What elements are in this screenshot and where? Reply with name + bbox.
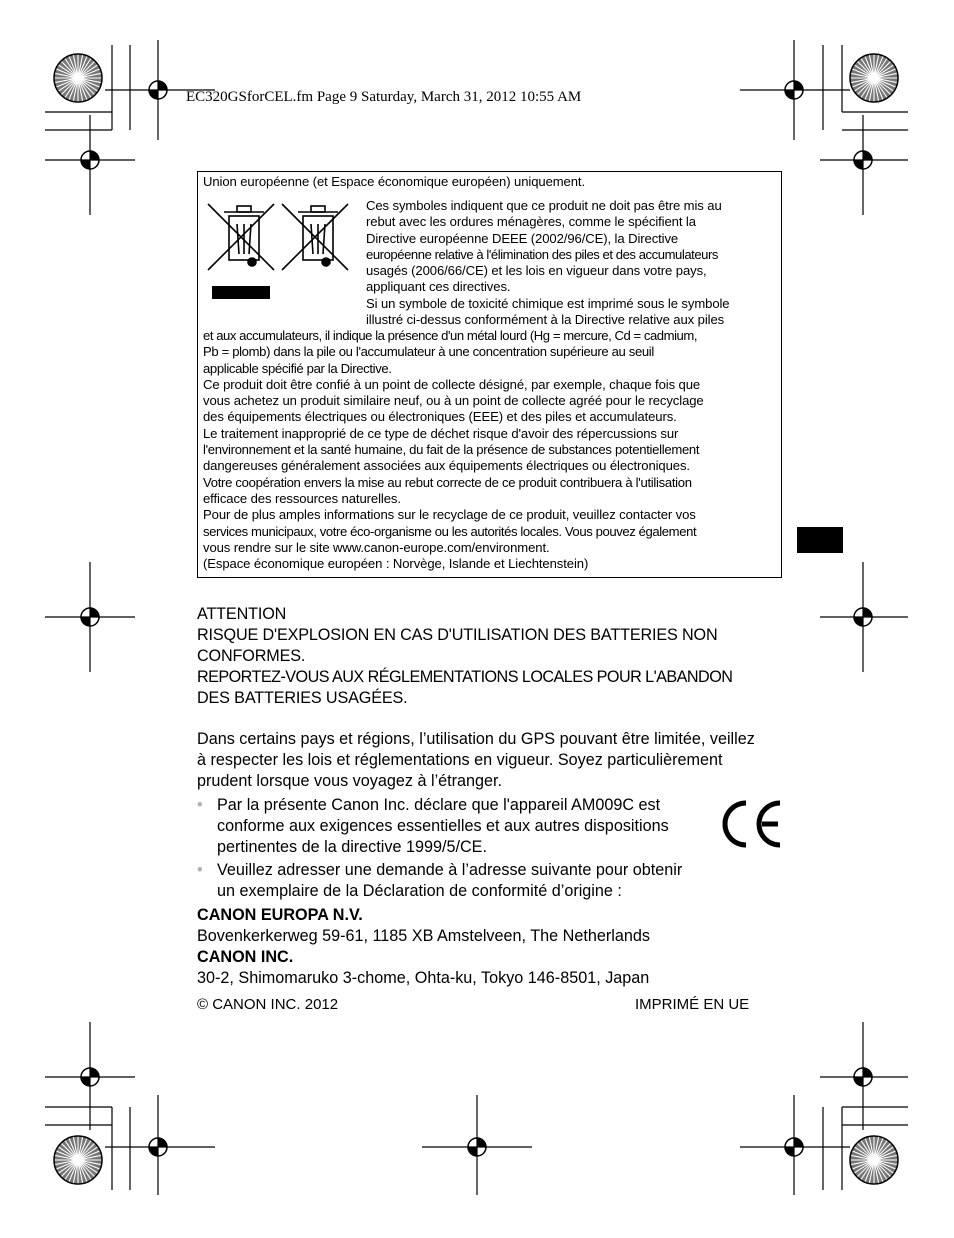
text-line: Pb = plomb) dans la pile ou l'accumulateur à une concentration supérieure au seuil bbox=[203, 344, 654, 360]
text-line: conforme aux exigences essentielles et aux autres dispositions bbox=[217, 817, 669, 835]
text-line: RISQUE D'EXPLOSION EN CAS D'UTILISATION DES BATTERIES NON bbox=[197, 626, 718, 644]
manufacturer-addresses bbox=[197, 905, 650, 989]
bullet-icon: • bbox=[197, 796, 203, 814]
text-line: un exemplaire de la Déclaration de conformité d’origine : bbox=[217, 882, 622, 900]
list-item bbox=[197, 860, 727, 902]
text-line: services municipaux, votre éco-organisme ou les autorités locales. Vous pouvez également bbox=[203, 523, 697, 539]
company-address: Bovenkerkerweg 59-61, 1185 XB Amstelveen, The Netherlands bbox=[197, 927, 650, 945]
text-line: appliquant ces directives. bbox=[366, 279, 511, 295]
section-tab bbox=[797, 527, 843, 553]
text-line: Si un symbole de toxicité chimique est imprimé sous le symbole bbox=[366, 295, 730, 311]
text-line: Par la présente Canon Inc. déclare que l'appareil AM009C est bbox=[217, 796, 661, 814]
text-line: REPORTEZ-VOUS AUX RÉGLEMENTATIONS LOCALES POUR L'ABANDON bbox=[197, 668, 733, 686]
company-name: CANON EUROPA N.V. bbox=[197, 906, 363, 924]
text-line: applicable spécifié par la Directive. bbox=[203, 360, 392, 376]
text-line: l'environnement et la santé humaine, du fait de la présence de substances potentiellement bbox=[203, 442, 700, 458]
attention-warning bbox=[197, 604, 787, 709]
text-line: prudent lorsque vous voyagez à l’étranger. bbox=[197, 772, 503, 790]
text-line: ATTENTION bbox=[197, 605, 287, 623]
weee-notice-box bbox=[197, 171, 782, 578]
text-line: européenne relative à l'élimination des piles et des accumulateurs bbox=[366, 246, 719, 262]
crossed-bin-icon bbox=[282, 204, 348, 270]
text-line: Votre coopération envers la mise au rebut correcte de ce produit contribuera à l'utilisation bbox=[203, 474, 692, 490]
starburst-top-left bbox=[54, 54, 102, 102]
text-line: Le traitement inapproprié de ce type de déchet risque d'avoir des répercussions sur bbox=[203, 425, 679, 441]
ce-mark-logo bbox=[722, 799, 786, 849]
text-line: Ce produit doit être confié à un point de collecte désigné, par exemple, chaque fois que bbox=[203, 376, 701, 392]
text-line: et aux accumulateurs, il indique la présence d'un métal lourd (Hg = mercure, Cd = cadmium, bbox=[203, 328, 698, 343]
text-line: Pour de plus amples informations sur le recyclage de ce produit, veuillez contacter vos bbox=[203, 507, 696, 523]
text-line: Ces symboles indiquent que ce produit ne doit pas être mis au bbox=[366, 198, 722, 213]
text-line: Veuillez adresser une demande à l’adresse suivante pour obtenir bbox=[217, 861, 683, 879]
text-line: DES BATTERIES USAGÉES. bbox=[197, 689, 408, 707]
copyright-notice: © CANON INC. 2012 bbox=[197, 996, 339, 1013]
crossed-bin-icon bbox=[208, 204, 274, 270]
weee-bottom-text bbox=[203, 328, 779, 572]
black-bar-icon bbox=[212, 286, 270, 299]
starburst-bottom-left bbox=[54, 1136, 102, 1184]
text-line: usagés (2006/66/CE) et les lois en vigueur dans votre pays, bbox=[366, 263, 707, 279]
text-line: dangereuses généralement associées aux équipements électriques ou électroniques. bbox=[203, 458, 690, 474]
text-line: efficace des ressources naturelles. bbox=[203, 490, 401, 506]
bullet-icon: • bbox=[197, 861, 203, 879]
gps-notice bbox=[197, 729, 787, 792]
text-line: vous rendre sur le site www.canon-europe.com/environment. bbox=[203, 539, 550, 555]
text-line: (Espace économique européen : Norvège, Islande et Liechtenstein) bbox=[203, 556, 589, 572]
list-item bbox=[197, 795, 727, 858]
text-line: Directive européenne DEEE (2002/96/CE), la Directive bbox=[366, 230, 679, 246]
starburst-bottom-right bbox=[850, 1136, 898, 1184]
text-line: Dans certains pays et régions, l’utilisation du GPS pouvant être limitée, veillez bbox=[197, 730, 755, 748]
company-name: CANON INC. bbox=[197, 948, 294, 966]
text-line: pertinentes de la directive 1999/5/CE. bbox=[217, 838, 487, 856]
text-line: vous achetez un produit similaire neuf, ou à un point de collecte agréé pour le recyclage bbox=[203, 393, 704, 409]
text-line: des équipements électriques ou électroniques (EEE) et des piles et accumulateurs. bbox=[203, 409, 677, 425]
weee-right-text bbox=[366, 198, 778, 328]
text-line: CONFORMES. bbox=[197, 647, 306, 665]
printed-in-notice: IMPRIMÉ EN UE bbox=[635, 996, 750, 1013]
text-line: rebut avec les ordures ménagères, comme le spécifient la bbox=[366, 214, 696, 230]
weee-title: Union européenne (et Espace économique européen) uniquement. bbox=[203, 174, 585, 189]
file-header: EC320GSforCEL.fm Page 9 Saturday, March 31, 2012 10:55 AM bbox=[186, 89, 582, 105]
declaration-list bbox=[197, 795, 727, 904]
company-address: 30-2, Shimomaruko 3-chome, Ohta-ku, Tokyo 146-8501, Japan bbox=[197, 969, 650, 987]
starburst-top-right bbox=[850, 54, 898, 102]
text-line: à respecter les lois et réglementations en vigueur. Soyez particulièrement bbox=[197, 751, 723, 769]
text-line: illustré ci-dessus conformément à la Directive relative aux piles bbox=[366, 312, 725, 328]
crossed-bin-icons bbox=[204, 200, 360, 306]
